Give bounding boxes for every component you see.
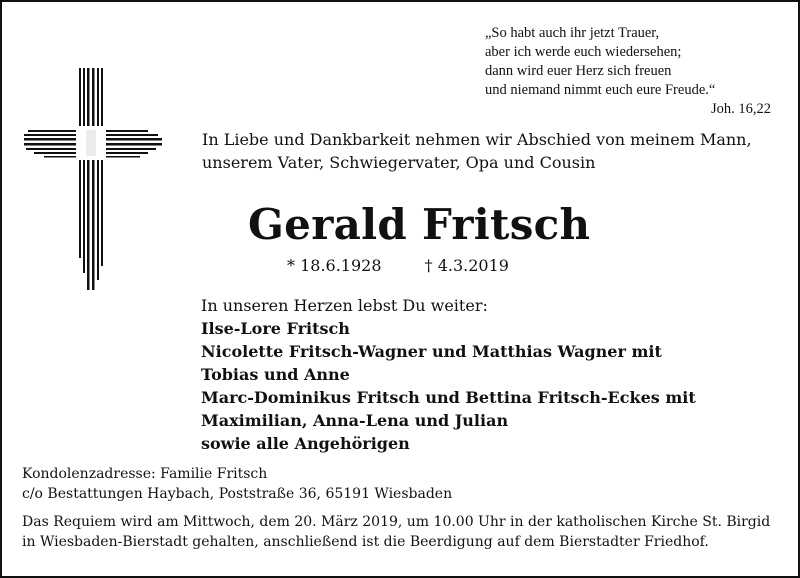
quote-line: „So habt auch ihr jetzt Trauer, bbox=[485, 25, 660, 41]
cross-icon bbox=[24, 68, 162, 290]
death-date: † 4.3.2019 bbox=[424, 256, 509, 275]
mourners-block bbox=[201, 294, 791, 455]
mourners-names bbox=[201, 317, 791, 455]
requiem-line: Das Requiem wird am Mittwoch, dem 20. März 2019, um 10.00 Uhr in der katholischen Kirche St. Birgid bbox=[22, 514, 771, 530]
intro-text bbox=[202, 128, 792, 174]
mourner-line: Tobias und Anne bbox=[201, 365, 350, 384]
quote-line: und niemand nimmt euch eure Freude.“ bbox=[485, 82, 716, 98]
requiem-line: in Wiesbaden-Bierstadt gehalten, anschließend ist die Beerdigung auf dem Bierstadter Friedhof. bbox=[22, 534, 709, 550]
condolence-line: c/o Bestattungen Haybach, Poststraße 36, 65191 Wiesbaden bbox=[22, 486, 453, 502]
mourners-lead: In unseren Herzen lebst Du weiter: bbox=[201, 296, 488, 315]
mourner-line: sowie alle Angehörigen bbox=[201, 434, 410, 453]
condolence-line: Kondolenzadresse: Familie Fritsch bbox=[22, 466, 268, 482]
birth-date: * 18.6.1928 bbox=[287, 256, 382, 275]
mourner-line: Ilse-Lore Fritsch bbox=[201, 319, 350, 338]
mourner-line: Maximilian, Anna-Lena und Julian bbox=[201, 411, 509, 430]
intro-line: In Liebe und Dankbarkeit nehmen wir Abschied von meinem Mann, bbox=[202, 130, 752, 149]
quote-reference: Joh. 16,22 bbox=[710, 101, 771, 117]
condolence-address bbox=[22, 464, 782, 504]
mourner-line: Marc-Dominikus Fritsch und Bettina Fritsch-Eckes mit bbox=[201, 388, 696, 407]
bible-quote bbox=[485, 24, 785, 119]
life-dates bbox=[287, 256, 509, 275]
requiem-notice bbox=[22, 512, 782, 552]
quote-line: dann wird euer Herz sich freuen bbox=[485, 63, 672, 79]
deceased-name: Gerald Fritsch bbox=[248, 200, 591, 249]
intro-line: unserem Vater, Schwiegervater, Opa und Cousin bbox=[202, 153, 596, 172]
mourner-line: Nicolette Fritsch-Wagner und Matthias Wagner mit bbox=[201, 342, 662, 361]
quote-line: aber ich werde euch wiedersehen; bbox=[485, 44, 682, 60]
